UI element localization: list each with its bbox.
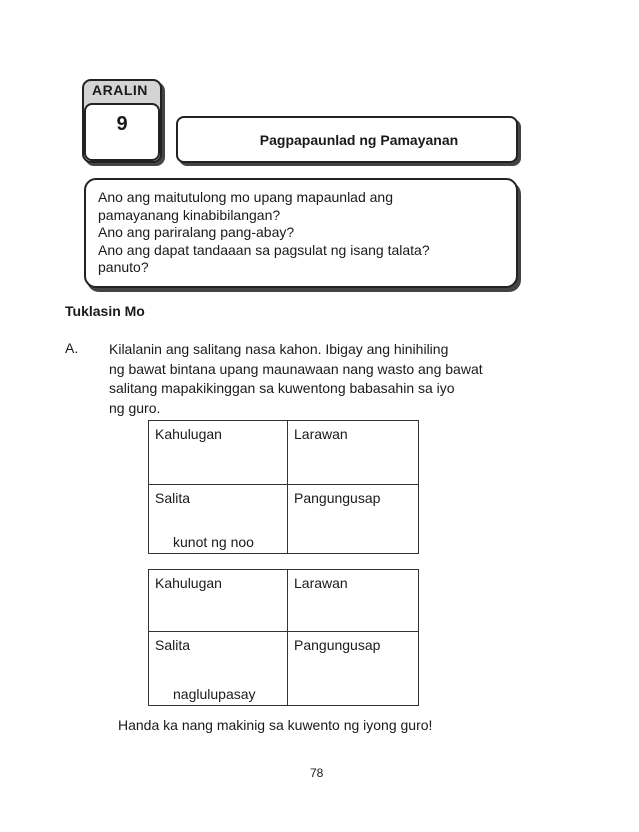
salita-label: Salita bbox=[155, 637, 191, 653]
pangungusap-cell bbox=[288, 485, 419, 554]
lesson-label: ARALIN bbox=[92, 82, 148, 98]
larawan-label: Larawan bbox=[294, 426, 348, 442]
word-box-1 bbox=[148, 420, 419, 554]
pangungusap-cell bbox=[288, 632, 419, 706]
larawan-cell bbox=[288, 421, 419, 485]
pangungusap-label: Pangungusap bbox=[294, 637, 381, 653]
lesson-number: 9 bbox=[116, 113, 128, 135]
instruction-line: ng bawat bintana upang maunawaan nang wasto ang bawat bbox=[109, 360, 483, 377]
question-line: panuto? bbox=[98, 259, 149, 275]
salita-cell bbox=[149, 485, 288, 554]
target-word: naglulupasay bbox=[173, 686, 256, 702]
item-letter: A. bbox=[65, 340, 79, 356]
page-number: 78 bbox=[310, 766, 324, 780]
salita-label: Salita bbox=[155, 490, 191, 506]
question-line: pamayanang kinabibilangan? bbox=[98, 206, 281, 223]
kahulugan-label: Kahulugan bbox=[155, 575, 222, 591]
lesson-title: Pagpapaunlad ng Pamayanan bbox=[259, 131, 459, 148]
salita-cell bbox=[149, 632, 288, 706]
target-word: kunot ng noo bbox=[173, 534, 254, 550]
instruction-line: salitang mapakikinggan sa kuwentong babasahin sa iyo bbox=[109, 380, 455, 396]
instruction-line: ng guro. bbox=[109, 399, 161, 416]
guide-questions-box bbox=[84, 178, 518, 288]
word-box-2 bbox=[148, 569, 419, 706]
question-line: Ano ang pariralang pang-abay? bbox=[98, 224, 295, 240]
larawan-label: Larawan bbox=[294, 575, 348, 591]
question-line: Ano ang dapat tandaaan sa pagsulat ng isang talata? bbox=[98, 241, 430, 258]
instructions bbox=[109, 340, 529, 418]
question-line: Ano ang maitutulong mo upang mapaunlad ang bbox=[98, 189, 393, 205]
lesson-title-box bbox=[176, 116, 518, 163]
kahulugan-label: Kahulugan bbox=[155, 426, 222, 442]
larawan-cell bbox=[288, 570, 419, 632]
closing-line: Handa ka nang makinig sa kuwento ng iyong guro! bbox=[118, 717, 433, 733]
section-title: Tuklasin Mo bbox=[65, 303, 145, 319]
pangungusap-label: Pangungusap bbox=[294, 490, 381, 506]
kahulugan-cell bbox=[149, 421, 288, 485]
kahulugan-cell bbox=[149, 570, 288, 632]
instruction-line: Kilalanin ang salitang nasa kahon. Ibigay ang hinihiling bbox=[109, 341, 449, 357]
